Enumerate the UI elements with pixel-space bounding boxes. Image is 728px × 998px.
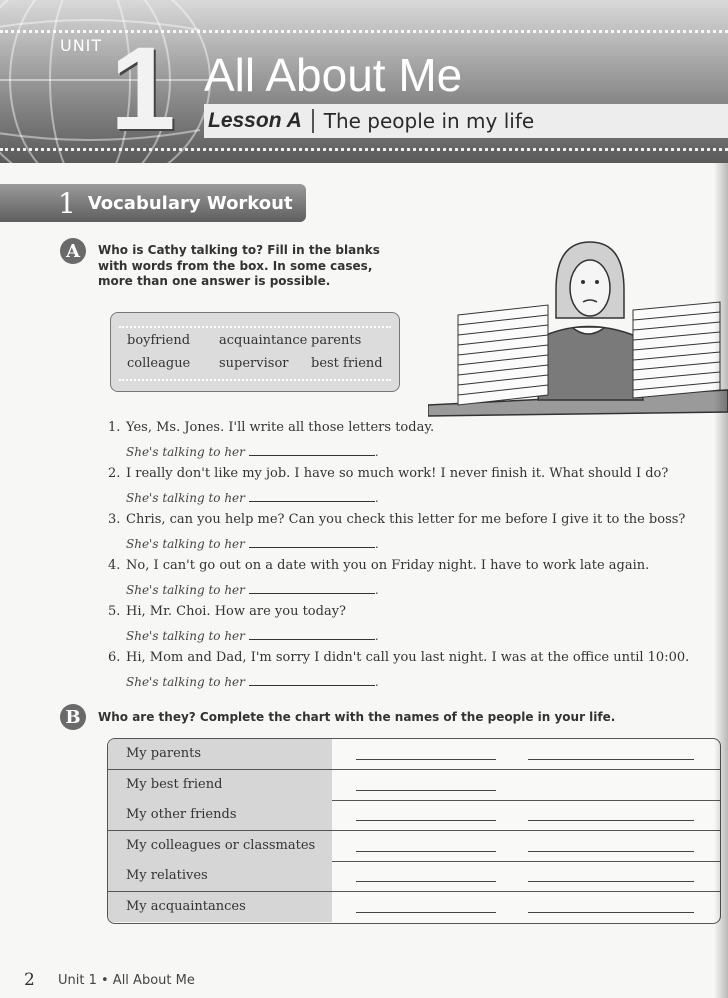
list-item (108, 650, 708, 696)
answer-period: . (374, 445, 379, 459)
chart-blank[interactable] (356, 759, 496, 760)
word-box-word: best friend (311, 356, 383, 371)
chart-row-label: My relatives (108, 861, 332, 891)
item-number: 6. (108, 650, 121, 665)
instruction-line: Who is Cathy talking to? Fill in the blanks (98, 243, 380, 257)
item-question (108, 604, 346, 619)
answer-period: . (374, 583, 379, 597)
page-number: 2 (24, 970, 35, 990)
word-box-word: colleague (127, 356, 191, 371)
chart-blank[interactable] (356, 790, 496, 791)
chart-row (108, 739, 720, 770)
chart-row-label: My parents (108, 739, 332, 769)
answer-prompt: She's talking to her (126, 583, 245, 597)
item-number: 2. (108, 466, 121, 481)
part-a-instruction (98, 243, 398, 290)
item-text: Hi, Mom and Dad, I'm sorry I didn't call you last night. I was at the office until 10:00. (126, 650, 690, 665)
chart-row (108, 831, 720, 862)
chart-blank[interactable] (356, 881, 496, 882)
answer-prompt: She's talking to her (126, 537, 245, 551)
list-item (108, 512, 708, 558)
dotted-rule (119, 326, 391, 328)
lesson-bar (204, 104, 728, 138)
chart-blank[interactable] (528, 820, 694, 821)
item-answer (126, 582, 379, 597)
word-box-word: boyfriend (127, 333, 191, 348)
item-question (108, 466, 668, 481)
lesson-title: The people in my life (323, 109, 535, 133)
unit-number: 1 (110, 23, 176, 155)
item-text: No, I can't go out on a date with you on Friday night. I have to work late again. (126, 558, 650, 573)
part-b-badge: B (60, 704, 86, 730)
item-question (108, 420, 434, 435)
item-question (108, 512, 685, 527)
chart-blank[interactable] (356, 820, 496, 821)
answer-prompt: She's talking to her (126, 675, 245, 689)
answer-prompt: She's talking to her (126, 491, 245, 505)
chart-blank[interactable] (356, 912, 496, 913)
dotted-rule (119, 379, 391, 381)
item-answer (126, 536, 379, 551)
instruction-line: with words from the box. In some cases, (98, 258, 373, 273)
chart-row-label: My best friend (108, 770, 332, 800)
chart-row-label: My colleagues or classmates (108, 831, 332, 861)
chart-row (108, 861, 720, 892)
exercise-items (108, 420, 708, 696)
item-question (108, 558, 649, 573)
chart-row (108, 892, 720, 922)
item-answer (126, 444, 379, 459)
answer-blank[interactable] (249, 582, 375, 594)
footer-text: Unit 1 • All About Me (58, 973, 195, 988)
chart-row (108, 800, 720, 831)
list-item (108, 466, 708, 512)
part-b-instruction: Who are they? Complete the chart with the names of the people in your life. (98, 710, 616, 724)
item-number: 5. (108, 604, 121, 619)
item-text: Yes, Ms. Jones. I'll write all those letters today. (126, 420, 435, 435)
part-a-badge: A (60, 238, 86, 264)
unit-label: UNIT (60, 36, 103, 55)
word-box-word: supervisor (219, 356, 289, 371)
word-box-word: acquaintance (219, 333, 308, 348)
answer-blank[interactable] (249, 536, 375, 548)
answer-prompt: She's talking to her (126, 445, 245, 459)
chart-row-label: My other friends (108, 800, 332, 830)
item-text: Hi, Mr. Choi. How are you today? (126, 604, 347, 619)
people-chart (107, 738, 721, 924)
item-text: Chris, can you help me? Can you check this letter for me before I give it to the boss? (126, 512, 686, 527)
chart-blank[interactable] (528, 759, 694, 760)
answer-blank[interactable] (249, 674, 375, 686)
list-item (108, 604, 708, 650)
item-number: 4. (108, 558, 121, 573)
chart-row-label: My acquaintances (108, 892, 332, 922)
answer-prompt: She's talking to her (126, 629, 245, 643)
list-item (108, 420, 708, 466)
chart-blank[interactable] (528, 851, 694, 852)
office-worker-illustration (428, 240, 728, 440)
item-text: I really don't like my job. I have so much work! I never finish it. What should I do? (126, 466, 669, 481)
item-answer (126, 628, 379, 643)
answer-blank[interactable] (249, 628, 375, 640)
chart-blank[interactable] (528, 912, 694, 913)
unit-banner (0, 0, 728, 163)
section-number: 1 (58, 186, 76, 220)
answer-blank[interactable] (249, 490, 375, 502)
word-box-word: parents (311, 333, 362, 348)
lesson-label: Lesson A (204, 109, 314, 133)
answer-period: . (374, 491, 379, 505)
item-number: 1. (108, 420, 121, 435)
answer-period: . (374, 537, 379, 551)
item-number: 3. (108, 512, 121, 527)
item-question (108, 650, 689, 665)
instruction-line: more than one answer is possible. (98, 274, 331, 288)
chart-blank[interactable] (356, 851, 496, 852)
chart-blank[interactable] (528, 881, 694, 882)
unit-title: All About Me (204, 49, 463, 101)
chart-row (108, 770, 720, 801)
item-answer (126, 490, 379, 505)
section-heading (0, 184, 306, 222)
answer-period: . (374, 629, 379, 643)
list-item (108, 558, 708, 604)
word-box (110, 312, 400, 392)
answer-blank[interactable] (249, 444, 375, 456)
page-spine-shadow (714, 163, 728, 998)
item-answer (126, 674, 379, 689)
answer-period: . (374, 675, 379, 689)
section-title: Vocabulary Workout (87, 192, 293, 214)
